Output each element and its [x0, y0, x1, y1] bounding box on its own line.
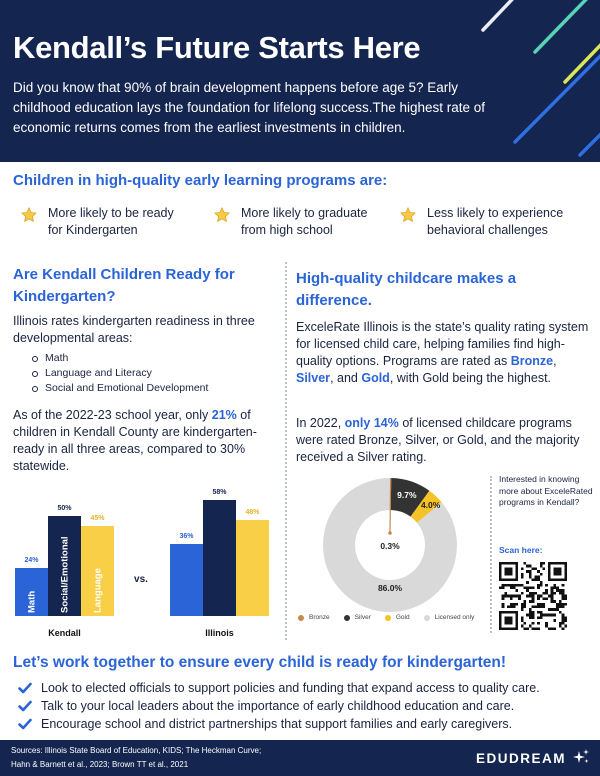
legend-item	[298, 614, 330, 621]
qr-finder	[504, 567, 512, 575]
list-item: Social and Emotional Development	[32, 381, 208, 396]
slice-label-bronze: 0.3%	[380, 541, 400, 551]
qr-module	[545, 614, 548, 617]
qr-module	[529, 595, 532, 598]
qr-module	[559, 603, 562, 606]
qr-module	[534, 567, 537, 570]
qr-module	[523, 606, 526, 609]
qr-module	[523, 627, 526, 630]
desc-text: ExceleRate Illinois is the state’s quality rating system for licensed child care, helping families find high-quality options. Programs are rated as	[296, 320, 589, 368]
bar-category-label: Math	[26, 590, 38, 613]
qr-module	[548, 614, 551, 617]
readiness-bar-chart	[0, 478, 290, 643]
qr-module	[510, 595, 513, 598]
legend-label: Silver	[354, 614, 371, 621]
qr-module	[537, 622, 540, 625]
qr-module	[551, 586, 554, 589]
qr-module	[551, 592, 554, 595]
qr-module	[559, 606, 562, 609]
qr-module	[534, 578, 537, 581]
stat-highlight: only 14%	[344, 416, 399, 430]
qr-module	[553, 586, 556, 589]
qr-module	[532, 622, 535, 625]
qr-module	[504, 592, 507, 595]
bar-value-label: 24%	[24, 557, 39, 564]
qr-module	[564, 616, 567, 619]
qr-module	[504, 584, 507, 587]
qr-module	[526, 595, 529, 598]
qr-module	[559, 600, 562, 603]
qr-module	[523, 586, 526, 589]
slice-label-gold: 4.0%	[420, 499, 441, 510]
qr-module	[543, 592, 546, 595]
qr-module	[532, 567, 535, 570]
qr-module	[510, 597, 513, 600]
qr-module	[545, 597, 548, 600]
qr-module	[537, 576, 540, 579]
checkmark-icon	[18, 682, 32, 694]
qr-module	[551, 627, 554, 630]
qr-module	[537, 570, 540, 573]
qr-module	[553, 614, 556, 617]
rating-stat	[296, 415, 594, 466]
qr-module	[521, 603, 524, 606]
bar-value-label: 58%	[212, 489, 227, 496]
qr-module	[521, 584, 524, 587]
silver-label: Silver	[296, 371, 331, 385]
qr-module	[562, 584, 565, 587]
qr-module	[540, 606, 543, 609]
header-banner	[0, 0, 600, 162]
group-label: Kendall	[48, 628, 81, 638]
benefit-line1: More likely to be ready	[48, 206, 174, 220]
readiness-heading: Are Kendall Children Ready for Kindergarten?	[13, 266, 235, 305]
bronze-pointer-dot	[388, 531, 392, 535]
sources-line: Sources: Illinois State Board of Education, KIDS; The Heckman Curve;	[11, 746, 262, 755]
brand-logo: EDUDREAM	[476, 751, 567, 766]
qr-prompt: Interested in knowing more about ExceleRated programs in Kendall?	[499, 474, 593, 507]
qr-module	[502, 586, 505, 589]
checkmark-icon	[18, 700, 32, 712]
legend-item	[344, 614, 371, 621]
intro-text: Did you know that 90% of brain development happens before age 5? Early childhood education lays the foundation for lifelong success.The highest rate of economic returns comes from the earliest investments in children.	[13, 80, 486, 135]
qr-module	[521, 567, 524, 570]
qr-module	[564, 603, 567, 606]
qr-module	[521, 592, 524, 595]
bar-category-label: Language	[92, 568, 104, 613]
bar-value-label: 45%	[90, 515, 105, 522]
qr-module	[537, 606, 540, 609]
qr-module	[532, 595, 535, 598]
benefit-line2: from high school	[241, 223, 333, 237]
donut-legend	[298, 614, 474, 621]
desc-text: , with Gold being the highest.	[389, 371, 552, 385]
qr-module	[532, 614, 535, 617]
qr-module	[521, 616, 524, 619]
qr-module	[532, 586, 535, 589]
qr-module	[532, 578, 535, 581]
qr-module	[507, 606, 510, 609]
star-icon	[20, 206, 38, 224]
qr-module	[551, 608, 554, 611]
qr-module	[540, 573, 543, 576]
qr-module	[526, 586, 529, 589]
qr-module	[540, 565, 543, 568]
vs-label: vs.	[134, 574, 148, 585]
qr-module	[537, 611, 540, 614]
qr-module	[543, 567, 546, 570]
qr-module	[529, 573, 532, 576]
desc-text: ,	[553, 354, 557, 368]
qr-module	[543, 562, 546, 565]
qr-module	[551, 597, 554, 600]
qr-module	[513, 586, 516, 589]
cta-item	[18, 717, 512, 731]
qr-module	[553, 592, 556, 595]
bar-value-label: 50%	[57, 505, 72, 512]
legend-label: Licensed only	[434, 614, 475, 621]
qr-module	[502, 606, 505, 609]
qr-module	[513, 584, 516, 587]
qr-module	[548, 608, 551, 611]
qr-module	[526, 565, 529, 568]
developmental-areas-list	[32, 351, 208, 396]
rating-donut-chart	[290, 470, 490, 638]
footer	[0, 740, 600, 776]
qr-module	[529, 611, 532, 614]
list-item: Language and Literacy	[32, 366, 208, 381]
qr-module	[562, 597, 565, 600]
qr-module	[553, 627, 556, 630]
qr-module	[551, 589, 554, 592]
group-label: Illinois	[205, 628, 234, 638]
qr-module	[537, 597, 540, 600]
qr-module	[515, 584, 518, 587]
qr-module	[545, 622, 548, 625]
legend-label: Bronze	[309, 614, 330, 621]
desc-text: , and	[330, 371, 362, 385]
legend-item	[385, 614, 410, 621]
qr-module	[556, 608, 559, 611]
cta-heading: Let’s work together to ensure every child is ready for kindergarten!	[13, 654, 506, 671]
qr-module	[551, 600, 554, 603]
benefit-line2: for Kindergarten	[48, 223, 138, 237]
qr-module	[502, 595, 505, 598]
qr-module	[540, 611, 543, 614]
bronze-pointer	[390, 482, 391, 533]
qr-module	[537, 578, 540, 581]
qr-module	[523, 603, 526, 606]
qr-module	[529, 586, 532, 589]
qr-module	[526, 570, 529, 573]
qr-module	[518, 597, 521, 600]
gold-label: Gold	[361, 371, 390, 385]
sparkle-icon	[572, 748, 590, 766]
qr-divider	[490, 476, 492, 633]
qr-module	[526, 627, 529, 630]
qr-module	[534, 627, 537, 630]
benefits-heading: Children in high-quality early learning programs are:	[13, 172, 388, 189]
benefit-kindergarten	[20, 205, 174, 239]
qr-module	[545, 625, 548, 628]
qr-module	[537, 595, 540, 598]
qr-module	[564, 597, 567, 600]
qr-module	[521, 619, 524, 622]
qr-module	[532, 627, 535, 630]
qr-module	[521, 576, 524, 579]
cta-text: Look to elected officials to support policies and funding that expand access to quality care.	[41, 681, 540, 695]
qr-module	[523, 600, 526, 603]
qr-module	[551, 595, 554, 598]
benefit-line2: behavioral challenges	[427, 223, 548, 237]
bar-category-label: Social/Emotional	[59, 536, 71, 613]
qr-module	[502, 597, 505, 600]
qr-module	[526, 581, 529, 584]
qr-module	[532, 597, 535, 600]
qr-module	[507, 584, 510, 587]
qr-module	[529, 570, 532, 573]
qr-module	[543, 597, 546, 600]
bar-value-label: 36%	[179, 533, 194, 540]
qr-module	[564, 625, 567, 628]
qr-module	[553, 600, 556, 603]
qr-module	[564, 595, 567, 598]
legend-swatch	[298, 615, 304, 621]
qr-module	[562, 603, 565, 606]
qr-module	[537, 584, 540, 587]
stat-text: As of the 2022-23 school year, only	[13, 408, 212, 422]
qr-module	[562, 595, 565, 598]
benefit-graduate	[213, 205, 367, 239]
qr-module	[562, 627, 565, 630]
qr-module	[515, 595, 518, 598]
qr-module	[553, 608, 556, 611]
slice-label-silver: 9.7%	[397, 489, 417, 500]
readiness-stat	[13, 407, 275, 475]
qr-module	[534, 576, 537, 579]
qr-module	[540, 562, 543, 565]
qr-module	[545, 592, 548, 595]
qr-module	[562, 592, 565, 595]
qr-module	[529, 592, 532, 595]
sources-line: Hahn & Barnett et al., 2023; Brown TT et al., 2021	[11, 760, 189, 769]
qr-module	[510, 584, 513, 587]
qr-module	[529, 565, 532, 568]
qr-scan-label: Scan here:	[499, 545, 543, 555]
legend-swatch	[385, 615, 391, 621]
qr-module	[540, 581, 543, 584]
qr-module	[529, 616, 532, 619]
bar	[170, 544, 203, 616]
qr-module	[518, 584, 521, 587]
qr-module	[499, 586, 502, 589]
qr-module	[523, 622, 526, 625]
star-icon	[399, 206, 417, 224]
stat-highlight: 21%	[211, 408, 237, 422]
qr-module	[537, 616, 540, 619]
qr-module	[529, 614, 532, 617]
qr-module	[532, 611, 535, 614]
qr-module	[521, 608, 524, 611]
qr-module	[559, 625, 562, 628]
qr-module	[553, 619, 556, 622]
benefit-line1: More likely to graduate	[241, 206, 368, 220]
qr-module	[518, 595, 521, 598]
qr-module	[540, 614, 543, 617]
qr-module	[507, 595, 510, 598]
qr-module	[562, 616, 565, 619]
qr-module	[543, 614, 546, 617]
cta-item	[18, 681, 540, 695]
qr-module	[532, 616, 535, 619]
slice-label-licensed: 86.0%	[377, 583, 403, 593]
bar	[203, 500, 236, 616]
qr-module	[543, 603, 546, 606]
cta-item	[18, 699, 514, 713]
qr-module	[521, 573, 524, 576]
stat-text: of licensed childcare programs were rated Bronze, Silver, or Gold, and the majority received a Silver rating.	[296, 416, 580, 464]
qr-module	[559, 592, 562, 595]
qr-module	[559, 589, 562, 592]
qr-module	[537, 603, 540, 606]
bronze-label: Bronze	[510, 354, 554, 368]
qr-module	[562, 589, 565, 592]
qr-module	[548, 595, 551, 598]
legend-swatch	[424, 615, 430, 621]
qr-module	[515, 603, 518, 606]
qr-module	[504, 595, 507, 598]
qr-module	[532, 606, 535, 609]
qr-module	[540, 584, 543, 587]
qr-module	[515, 589, 518, 592]
qr-module	[556, 606, 559, 609]
qr-module	[545, 589, 548, 592]
qr-module	[510, 606, 513, 609]
qr-module	[540, 616, 543, 619]
qr-module	[537, 627, 540, 630]
column-divider	[285, 262, 287, 640]
childcare-heading: High-quality childcare makes a difference.	[296, 270, 517, 309]
qr-module	[548, 627, 551, 630]
qr-module	[556, 589, 559, 592]
qr-module	[553, 584, 556, 587]
qr-module	[540, 595, 543, 598]
qr-module	[562, 606, 565, 609]
legend-item	[424, 614, 475, 621]
benefit-behavior	[399, 205, 563, 239]
qr-module	[521, 625, 524, 628]
qr-module	[526, 614, 529, 617]
qr-module	[513, 603, 516, 606]
qr-module	[529, 600, 532, 603]
star-icon	[213, 206, 231, 224]
qr-module	[529, 608, 532, 611]
qr-module	[562, 619, 565, 622]
qr-module	[537, 586, 540, 589]
sources-text	[11, 744, 341, 772]
excelerate-description	[296, 319, 594, 387]
page-title: Kendall’s Future Starts Here	[13, 30, 421, 65]
list-item: Math	[32, 351, 208, 366]
qr-module	[523, 562, 526, 565]
qr-module	[513, 595, 516, 598]
legend-swatch	[344, 615, 350, 621]
qr-module	[551, 614, 554, 617]
qr-module	[545, 584, 548, 587]
qr-module	[559, 611, 562, 614]
qr-module	[556, 603, 559, 606]
qr-module	[534, 606, 537, 609]
qr-module	[559, 622, 562, 625]
cta-text: Encourage school and district partnerships that support families and early caregivers.	[41, 717, 513, 731]
qr-module	[556, 586, 559, 589]
qr-module	[529, 576, 532, 579]
qr-finder	[504, 616, 512, 624]
stat-text: of children in Kendall County are kindergarten-ready in all three areas, compared to 30% statewide.	[13, 408, 257, 473]
qr-module	[540, 603, 543, 606]
qr-module	[510, 603, 513, 606]
cta-text: Talk to your local leaders about the importance of early childhood education and care.	[41, 699, 515, 713]
qr-module	[526, 589, 529, 592]
qr-module	[543, 606, 546, 609]
qr-module	[510, 586, 513, 589]
stat-text: In 2022,	[296, 416, 345, 430]
legend-label: Gold	[395, 614, 410, 621]
qr-module	[532, 592, 535, 595]
qr-module	[502, 584, 505, 587]
readiness-intro: Illinois rates kindergarten readiness in three developmental areas:	[13, 314, 255, 345]
qr-finder	[553, 567, 561, 575]
bar-value-label: 48%	[245, 509, 260, 516]
qr-module	[562, 622, 565, 625]
qr-module	[562, 614, 565, 617]
benefit-line1: Less likely to experience	[427, 206, 564, 220]
qr-module	[513, 606, 516, 609]
qr-module	[532, 600, 535, 603]
qr-module	[534, 592, 537, 595]
checkmark-icon	[18, 718, 32, 730]
qr-code[interactable]	[499, 562, 567, 630]
bar	[236, 520, 269, 616]
qr-module	[502, 603, 505, 606]
qr-module	[521, 606, 524, 609]
qr-module	[564, 619, 567, 622]
qr-module	[529, 625, 532, 628]
